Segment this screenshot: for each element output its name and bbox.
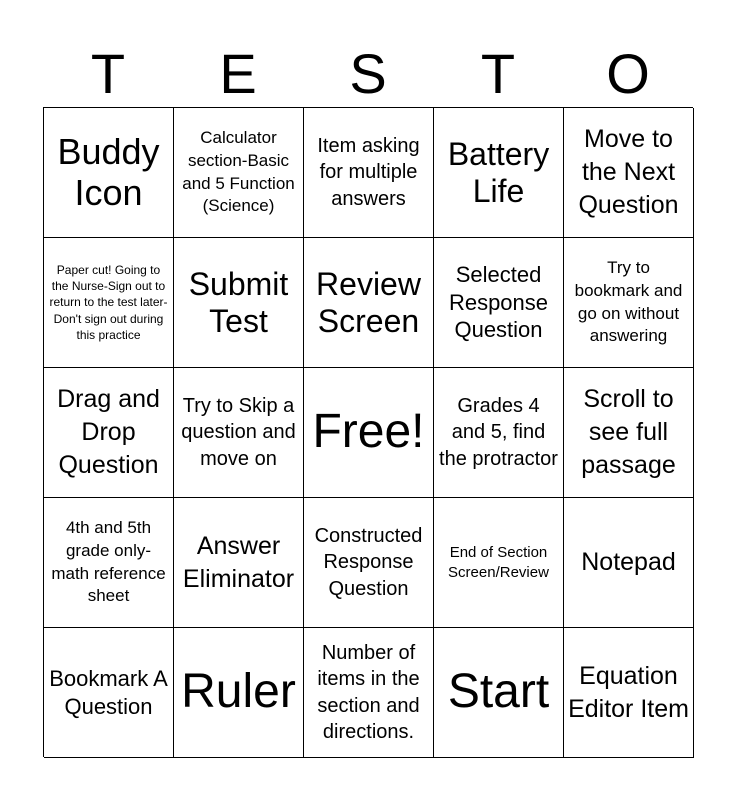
bingo-card-grid — [43, 107, 693, 757]
header-letter-2: E — [219, 42, 257, 105]
bingo-cell-r1c2[interactable]: Calculator section-Basic and 5 Function (Science) — [174, 108, 304, 238]
bingo-cell-r2c4[interactable]: Selected Response Question — [434, 238, 564, 368]
bingo-cell-r1c1[interactable]: Buddy Icon — [44, 108, 174, 238]
bingo-cell-r5c1[interactable]: Bookmark A Question — [44, 628, 174, 758]
header-letter-5: O — [606, 42, 650, 105]
header-letter-1: T — [90, 42, 126, 105]
bingo-cell-r4c3[interactable]: Constructed Response Question — [304, 498, 434, 628]
bingo-cell-r4c4[interactable]: End of Section Screen/Review — [434, 498, 564, 628]
bingo-header — [43, 40, 693, 108]
bingo-cell-r5c4[interactable]: Start — [434, 628, 564, 758]
bingo-cell-free-space[interactable]: Free! — [304, 368, 434, 498]
bingo-cell-r4c1[interactable]: 4th and 5th grade only-math reference sheet — [44, 498, 174, 628]
bingo-cell-r2c1[interactable]: Paper cut! Going to the Nurse-Sign out to return to the test later-Don't sign out during this practice — [44, 238, 174, 368]
bingo-cell-r3c4[interactable]: Grades 4 and 5, find the protractor — [434, 368, 564, 498]
bingo-cell-r1c4[interactable]: Battery Life — [434, 108, 564, 238]
bingo-cell-r2c5[interactable]: Try to bookmark and go on without answering — [564, 238, 694, 368]
bingo-cell-r2c2[interactable]: Submit Test — [174, 238, 304, 368]
header-letter-3: S — [349, 42, 387, 105]
bingo-cell-r3c5[interactable]: Scroll to see full passage — [564, 368, 694, 498]
bingo-cell-r3c2[interactable]: Try to Skip a question and move on — [174, 368, 304, 498]
bingo-cell-r5c5[interactable]: Equation Editor Item — [564, 628, 694, 758]
bingo-cell-r4c2[interactable]: Answer Eliminator — [174, 498, 304, 628]
bingo-cell-r2c3[interactable]: Review Screen — [304, 238, 434, 368]
bingo-cell-r5c3[interactable]: Number of items in the section and directions. — [304, 628, 434, 758]
bingo-cell-r5c2[interactable]: Ruler — [174, 628, 304, 758]
bingo-cell-r4c5[interactable]: Notepad — [564, 498, 694, 628]
bingo-cell-r1c3[interactable]: Item asking for multiple answers — [304, 108, 434, 238]
header-letter-4: T — [480, 42, 516, 105]
bingo-cell-r1c5[interactable]: Move to the Next Question — [564, 108, 694, 238]
bingo-cell-r3c1[interactable]: Drag and Drop Question — [44, 368, 174, 498]
